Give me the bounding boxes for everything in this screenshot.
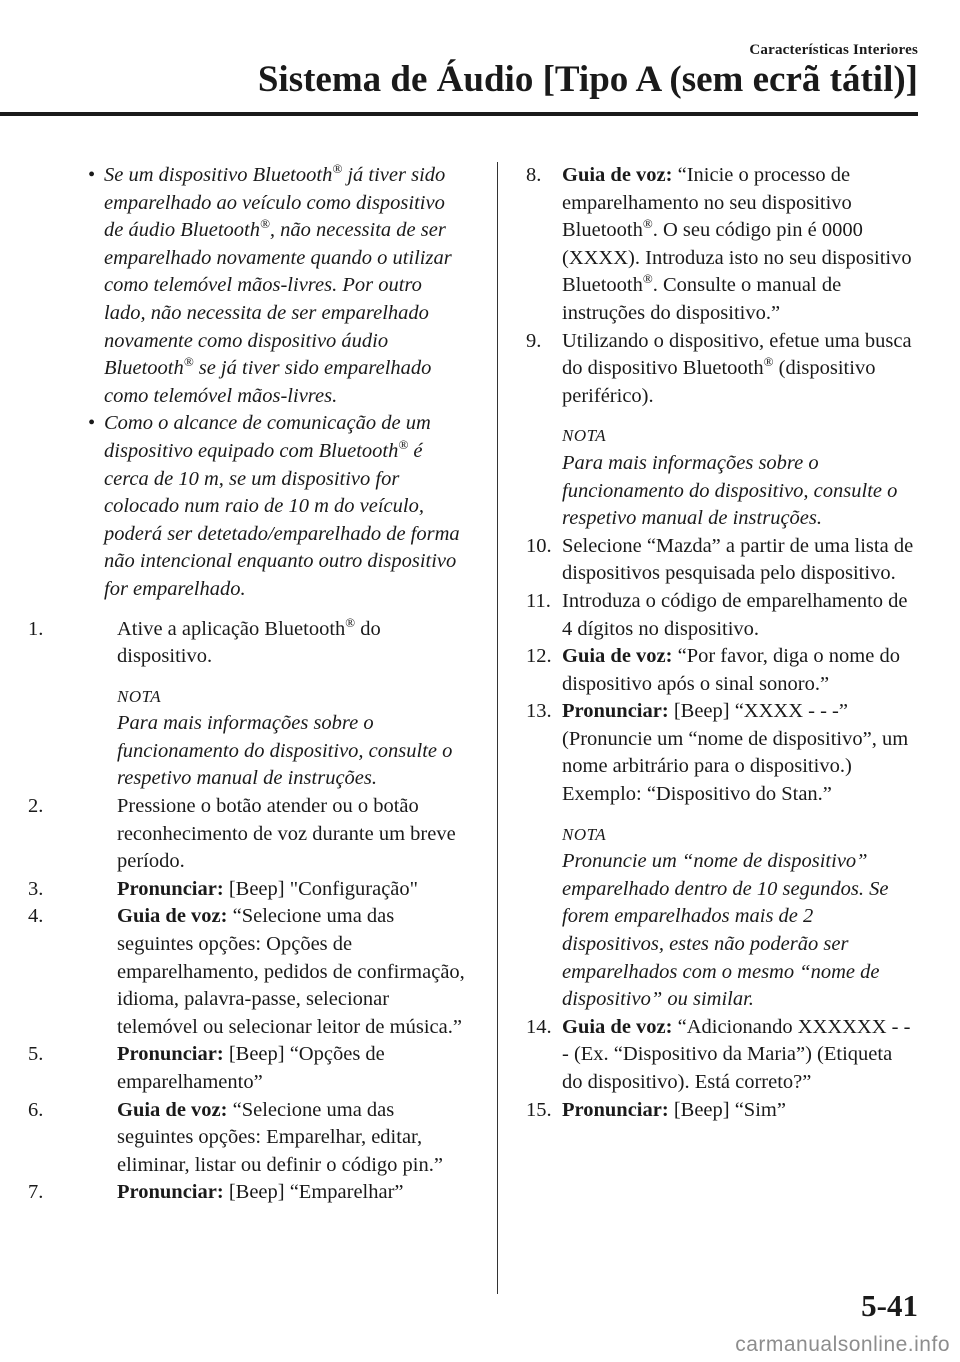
note-block: NOTA Para mais informações sobre o funcionamento do dispositivo, consulte o respetivo manual de instruções. bbox=[526, 422, 916, 532]
column-divider bbox=[497, 162, 498, 1294]
watermark: carmanualsonline.info bbox=[735, 1333, 950, 1356]
note-bullet: • Se um dispositivo Bluetooth® já tiver sido emparelhado ao veículo como dispositivo de áudio Bluetooth®, não necessita de ser emparelhado novamente quando o utilizar como telemóvel mãos-livres. Por outro lado, não necessita de ser emparelhado novamente como dispositivo áudio Bluetooth® se já tiver sido emparelhado como telemóvel mãos-livres. bbox=[88, 161, 452, 407]
step-6: 6. Guia de voz: “Selecione uma das seguintes opções: Emparelhar, editar, eliminar, listar ou definir o código pin.” bbox=[28, 1098, 443, 1176]
step-7: 7. Pronunciar: [Beep] “Emparelhar” bbox=[28, 1181, 404, 1204]
step-10: 10. Selecione “Mazda” a partir de uma lista de dispositivos pesquisada pelo dispositivo. bbox=[526, 534, 914, 585]
step-13: 13. Pronunciar: [Beep] “XXXX - - -” (Pronuncie um “nome de dispositivo”, um nome arbitrário para o dispositivo.) Exemplo: “Dispositivo do Stan.” bbox=[526, 700, 909, 806]
page-title: Sistema de Áudio [Tipo A (sem ecrã tátil)] bbox=[257, 59, 918, 100]
note-bullet: • Como o alcance de comunicação de um dispositivo equipado com Bluetooth® é cerca de 10 m, se um dispositivo for colocado num raio de 10 m do veículo, poderá ser detetado/emparelhado de forma não intencional enquanto outro dispositivo for emparelhado. bbox=[88, 412, 460, 600]
step-1: 1. Ative a aplicação Bluetooth® do dispositivo. bbox=[28, 614, 381, 668]
page-number: 5-41 bbox=[861, 1288, 918, 1323]
note-label: NOTA bbox=[117, 686, 162, 706]
step-5: 5. Pronunciar: [Beep] “Opções de emparelhamento” bbox=[28, 1043, 385, 1093]
note-label: NOTA bbox=[562, 824, 607, 844]
step-3: 3. Pronunciar: [Beep] "Configuração" bbox=[28, 877, 419, 900]
section-heading: Características Interiores bbox=[749, 42, 918, 58]
note-block: NOTA Pronuncie um “nome de dispositivo” emparelhado dentro de 10 segundos. Se forem emparelhados mais de 2 dispositivos, estes não poderão ser emparelhados com o mesmo “nome de dispositivo” ou similar. bbox=[526, 821, 916, 1014]
step-4: 4. Guia de voz: “Selecione uma das seguintes opções: Opções de emparelhamento, pedidos de confirmação, idioma, palavra-passe, selecionar telemóvel ou selecionar leitor de música.” bbox=[28, 905, 465, 1038]
step-8: 8. Guia de voz: “Inicie o processo de emparelhamento no seu dispositivo Bluetooth®. O seu código pin é 0000 (XXXX). Introduza isto no seu dispositivo Bluetooth®. Consulte o manual de instruções do dispositivo.” bbox=[526, 164, 912, 324]
step-2: 2. Pressione o botão atender ou o botão reconhecimento de voz durante um breve período. bbox=[28, 795, 456, 873]
step-9: 9. Utilizando o dispositivo, efetue uma busca do dispositivo Bluetooth® (dispositivo periférico). bbox=[526, 329, 912, 407]
note-label: NOTA bbox=[562, 426, 607, 446]
left-column bbox=[28, 162, 468, 1207]
step-14: 14. Guia de voz: “Adicionando XXXXXX - - - (Ex. “Dispositivo da Maria”) (Etiqueta do dispositivo). Está correto?” bbox=[526, 1015, 911, 1093]
header-rule bbox=[0, 112, 918, 116]
note-block: NOTA Para mais informações sobre o funcionamento do dispositivo, consulte o respetivo manual de instruções. bbox=[28, 683, 468, 793]
right-column bbox=[526, 162, 916, 1124]
step-15: 15. Pronunciar: [Beep] “Sim” bbox=[526, 1098, 786, 1121]
step-12: 12. Guia de voz: “Por favor, diga o nome do dispositivo após o sinal sonoro.” bbox=[526, 645, 900, 695]
step-11: 11. Introduza o código de emparelhamento de 4 dígitos no dispositivo. bbox=[526, 589, 908, 640]
